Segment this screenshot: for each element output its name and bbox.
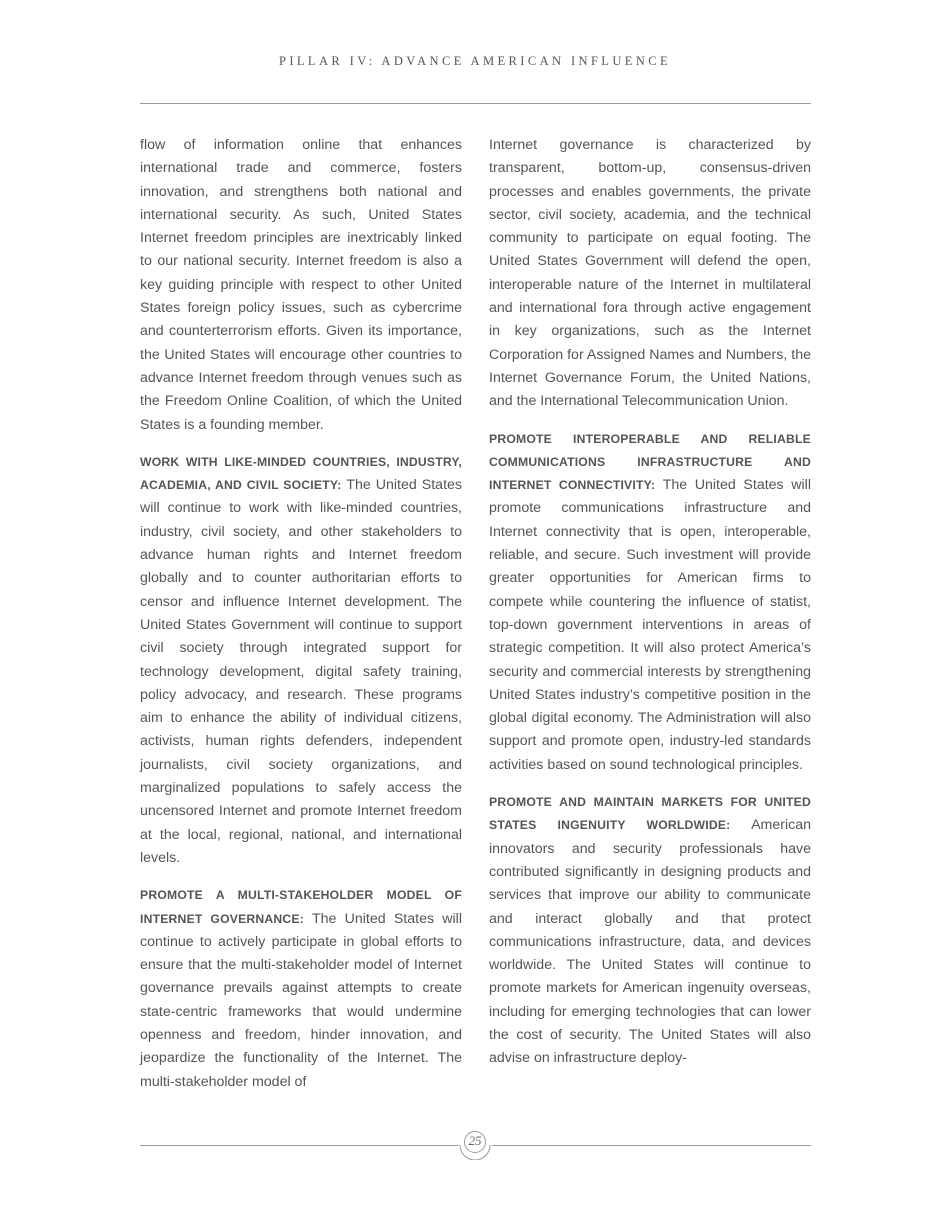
footer-divider-left <box>140 1145 458 1146</box>
paragraph <box>140 451 462 870</box>
paragraph-text: The United States will promote communications infrastructure and Internet connectivity that is open, interoperable, reliable, and secure. Such investment will provide greater opportunities for American firms to compete while countering the influence of statist, top-down government interventions in areas of strategic competition. It will also protect America’s security and commercial interests by strengthening United States industry’s competitive position in the global digital economy. The Administration will also support and promote open, industry-led standards activities based on sound technological principles. <box>489 477 811 773</box>
header-divider <box>140 103 811 104</box>
paragraph-text: American innovators and security professionals have contributed significantly in designing products and services that improve our ability to communicate and interact globally and that protect communications infrastructure, data, and devices worldwide. The United States will continue to promote markets for American ingenuity overseas, including for emerging technologies that can lower the cost of security. The United States will also advise on infrastructure deploy- <box>489 817 811 1067</box>
paragraph <box>489 428 811 777</box>
footer-divider-right <box>492 1145 811 1146</box>
paragraph-text: The United States will continue to work with like-minded countries, industry, civil society, and other stakeholders to advance human rights and Internet freedom globally and to counter authoritarian efforts to censor and influence Internet development. The United States Government will continue to support civil society through integrated support for technology development, digital safety training, policy advocacy, and research. These programs aim to enhance the ability of individual citizens, activists, human rights defenders, independent journalists, civil society organizations, and marginalized populations to safely access the uncensored Internet and promote Internet freedom at the local, regional, national, and international levels. <box>140 477 462 866</box>
paragraph-text: flow of information online that enhances international trade and commerce, fosters innovation, and strengthens both national and international security. As such, United States Internet freedom principles are inextricably linked to our national security. Internet freedom is also a key guiding principle with respect to other United States foreign policy issues, such as cybercrime and counterterrorism efforts. Given its importance, the United States will encourage other countries to advance Internet freedom through venues such as the Freedom Online Coalition, of which the United States is a founding member. <box>140 137 462 433</box>
right-column <box>489 134 811 1071</box>
paragraph-text: The United States will continue to actively participate in global efforts to ensure that the multi-stakeholder model of Internet governance prevails against attempts to create state-centric frameworks that would undermine openness and freedom, hinder innovation, and jeopardize the functionality of the Internet. The multi-stakeholder model of <box>140 910 462 1090</box>
left-column <box>140 134 462 1094</box>
paragraph-lead: PROMOTE AND MAINTAIN MARKETS FOR UNITED STATES INGENUITY WORLDWIDE: <box>489 795 811 833</box>
paragraph <box>489 134 811 414</box>
paragraph-lead: PROMOTE A MULTI-STAKEHOLDER MODEL OF INTERNET GOVERNANCE: <box>140 888 462 926</box>
paragraph <box>140 884 462 1094</box>
paragraph-lead: PROMOTE INTEROPERABLE AND RELIABLE COMMUNICATIONS INFRASTRUCTURE AND INTERNET CONNECTIVITY: <box>489 431 811 493</box>
running-header: PILLAR IV: ADVANCE AMERICAN INFLUENCE <box>278 54 671 68</box>
paragraph-text: Internet governance is characterized by transparent, bottom-up, consensus-driven processes and enables governments, the private sector, civil society, academia, and the technical community to participate on equal footing. The United States Government will defend the open, interoperable nature of the Internet in multilateral and international fora through active engagement in key organizations, such as the Internet Corporation for Assigned Names and Numbers, the Internet Governance Forum, the United Nations, and the International Telecommunication Union. <box>489 137 811 410</box>
paragraph-lead: WORK WITH LIKE-MINDED COUNTRIES, INDUSTRY, ACADEMIA, AND CIVIL SOCIETY: <box>140 454 462 493</box>
paragraph <box>140 134 462 437</box>
page-number: 25 <box>468 1133 482 1148</box>
paragraph <box>489 791 811 1071</box>
